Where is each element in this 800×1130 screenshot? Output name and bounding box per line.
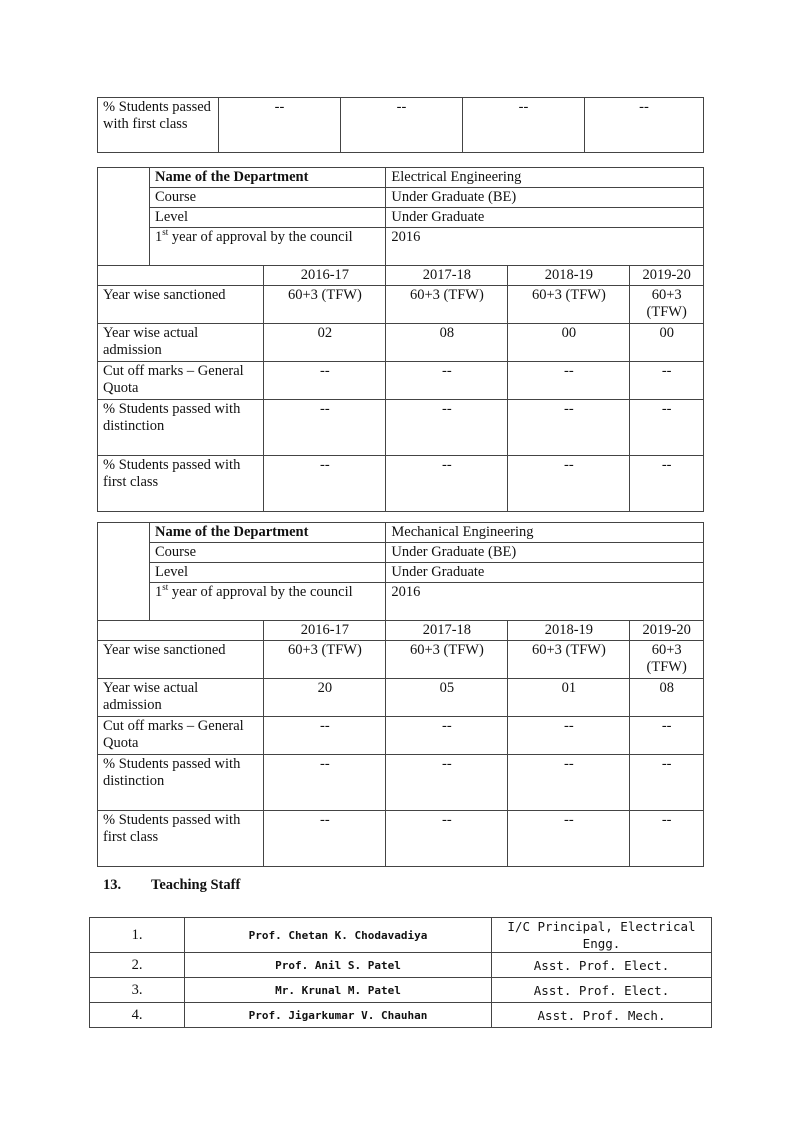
table-row — [98, 456, 704, 512]
serial-number: 3. — [90, 978, 185, 1003]
cell-value: -- — [386, 456, 508, 512]
section-heading — [103, 877, 240, 894]
cell-value: -- — [630, 811, 704, 867]
table-row — [98, 523, 704, 543]
table-row — [98, 208, 704, 228]
serial-number: 1. — [90, 918, 185, 953]
year-header-row — [98, 621, 704, 641]
cell-value: -- — [585, 98, 704, 153]
cell-value: 60+3 (TFW) — [508, 641, 630, 679]
teaching-staff-table — [89, 917, 712, 1028]
table-row — [90, 1003, 712, 1028]
cell-value: 00 — [630, 324, 704, 362]
cell-value: -- — [630, 717, 704, 755]
cell-value: -- — [264, 456, 386, 512]
section-number: 13. — [103, 877, 122, 893]
table-row — [98, 286, 704, 324]
staff-designation: Asst. Prof. Mech. — [492, 1003, 712, 1028]
department-table-mechanical — [97, 522, 704, 867]
year-header: 2017-18 — [386, 266, 508, 286]
staff-designation: Asst. Prof. Elect. — [492, 978, 712, 1003]
cell-value: -- — [264, 717, 386, 755]
approval-value: 2016 — [386, 583, 704, 621]
table-row — [98, 362, 704, 400]
cell-value: -- — [219, 98, 341, 153]
cell-value: 60+3 (TFW) — [630, 641, 704, 679]
year-header: 2017-18 — [386, 621, 508, 641]
year-header: 2018-19 — [508, 621, 630, 641]
department-name-value: Mechanical Engineering — [386, 523, 704, 543]
table-row — [90, 918, 712, 953]
cell-value: -- — [264, 811, 386, 867]
cell-value: -- — [508, 755, 630, 811]
table-row — [98, 811, 704, 867]
cell-value: 00 — [508, 324, 630, 362]
table-row — [98, 717, 704, 755]
cell-value: 05 — [386, 679, 508, 717]
department-name-label: Name of the Department — [150, 168, 386, 188]
department-name-label: Name of the Department — [150, 523, 386, 543]
section-title: Teaching Staff — [151, 877, 241, 893]
cell-value: 60+3 (TFW) — [264, 641, 386, 679]
course-label: Course — [150, 543, 386, 563]
department-table-electrical — [97, 167, 704, 512]
table-row — [98, 583, 704, 621]
table-row — [98, 543, 704, 563]
cell-value: -- — [630, 456, 704, 512]
course-value: Under Graduate (BE) — [386, 543, 704, 563]
cell-value: -- — [463, 98, 585, 153]
staff-name: Prof. Chetan K. Chodavadiya — [185, 918, 492, 953]
cell-value: 60+3 (TFW) — [630, 286, 704, 324]
table-row — [98, 563, 704, 583]
cell-value: 60+3 (TFW) — [508, 286, 630, 324]
year-header: 2019-20 — [630, 266, 704, 286]
year-header-row — [98, 266, 704, 286]
first-class-table — [97, 97, 704, 153]
row-label: Year wise sanctioned — [98, 641, 264, 679]
cell-value: -- — [508, 717, 630, 755]
table-row — [90, 953, 712, 978]
approval-label: 1st year of approval by the council — [150, 583, 386, 621]
cell-value: 20 — [264, 679, 386, 717]
cell-value: 08 — [386, 324, 508, 362]
staff-name: Prof. Jigarkumar V. Chauhan — [185, 1003, 492, 1028]
level-value: Under Graduate — [386, 563, 704, 583]
cell-value: -- — [508, 400, 630, 456]
approval-label: 1st year of approval by the council — [150, 228, 386, 266]
cell-value: 01 — [508, 679, 630, 717]
row-label: Year wise actual admission — [98, 324, 264, 362]
table-row — [98, 98, 704, 153]
table-row — [98, 324, 704, 362]
staff-name: Prof. Anil S. Patel — [185, 953, 492, 978]
row-label: Year wise sanctioned — [98, 286, 264, 324]
year-header: 2016-17 — [264, 266, 386, 286]
level-label: Level — [150, 208, 386, 228]
year-header: 2016-17 — [264, 621, 386, 641]
staff-name: Mr. Krunal M. Patel — [185, 978, 492, 1003]
course-label: Course — [150, 188, 386, 208]
year-header: 2019-20 — [630, 621, 704, 641]
row-label: Year wise actual admission — [98, 679, 264, 717]
course-value: Under Graduate (BE) — [386, 188, 704, 208]
table-row — [98, 228, 704, 266]
approval-value: 2016 — [386, 228, 704, 266]
table-row — [98, 188, 704, 208]
table-row — [98, 400, 704, 456]
row-label: % Students passed with distinction — [98, 755, 264, 811]
level-label: Level — [150, 563, 386, 583]
cell-value: -- — [386, 755, 508, 811]
cell-value: 08 — [630, 679, 704, 717]
level-value: Under Graduate — [386, 208, 704, 228]
staff-designation: Asst. Prof. Elect. — [492, 953, 712, 978]
cell-value: 60+3 (TFW) — [386, 286, 508, 324]
cell-value: 60+3 (TFW) — [264, 286, 386, 324]
cell-value: -- — [264, 400, 386, 456]
row-label: Cut off marks – General Quota — [98, 717, 264, 755]
row-label: % Students passed with first class — [98, 456, 264, 512]
cell-value: -- — [386, 362, 508, 400]
row-label: Cut off marks – General Quota — [98, 362, 264, 400]
cell-value: -- — [264, 362, 386, 400]
row-label: % Students passed with first class — [98, 811, 264, 867]
cell-value: -- — [630, 400, 704, 456]
table-row — [98, 168, 704, 188]
department-name-value: Electrical Engineering — [386, 168, 704, 188]
cell-value: -- — [386, 400, 508, 456]
row-label: % Students passed with distinction — [98, 400, 264, 456]
cell-value: -- — [508, 456, 630, 512]
row-label: % Students passed with first class — [98, 98, 219, 153]
serial-number: 4. — [90, 1003, 185, 1028]
table-row — [98, 755, 704, 811]
cell-value: -- — [508, 362, 630, 400]
cell-value: -- — [264, 755, 386, 811]
serial-number: 2. — [90, 953, 185, 978]
staff-designation: I/C Principal, Electrical Engg. — [492, 918, 712, 953]
cell-value: 60+3 (TFW) — [386, 641, 508, 679]
cell-value: 02 — [264, 324, 386, 362]
table-row — [90, 978, 712, 1003]
cell-value: -- — [386, 811, 508, 867]
table-row — [98, 641, 704, 679]
cell-value: -- — [508, 811, 630, 867]
table-row — [98, 679, 704, 717]
cell-value: -- — [630, 362, 704, 400]
cell-value: -- — [341, 98, 463, 153]
cell-value: -- — [386, 717, 508, 755]
year-header: 2018-19 — [508, 266, 630, 286]
cell-value: -- — [630, 755, 704, 811]
